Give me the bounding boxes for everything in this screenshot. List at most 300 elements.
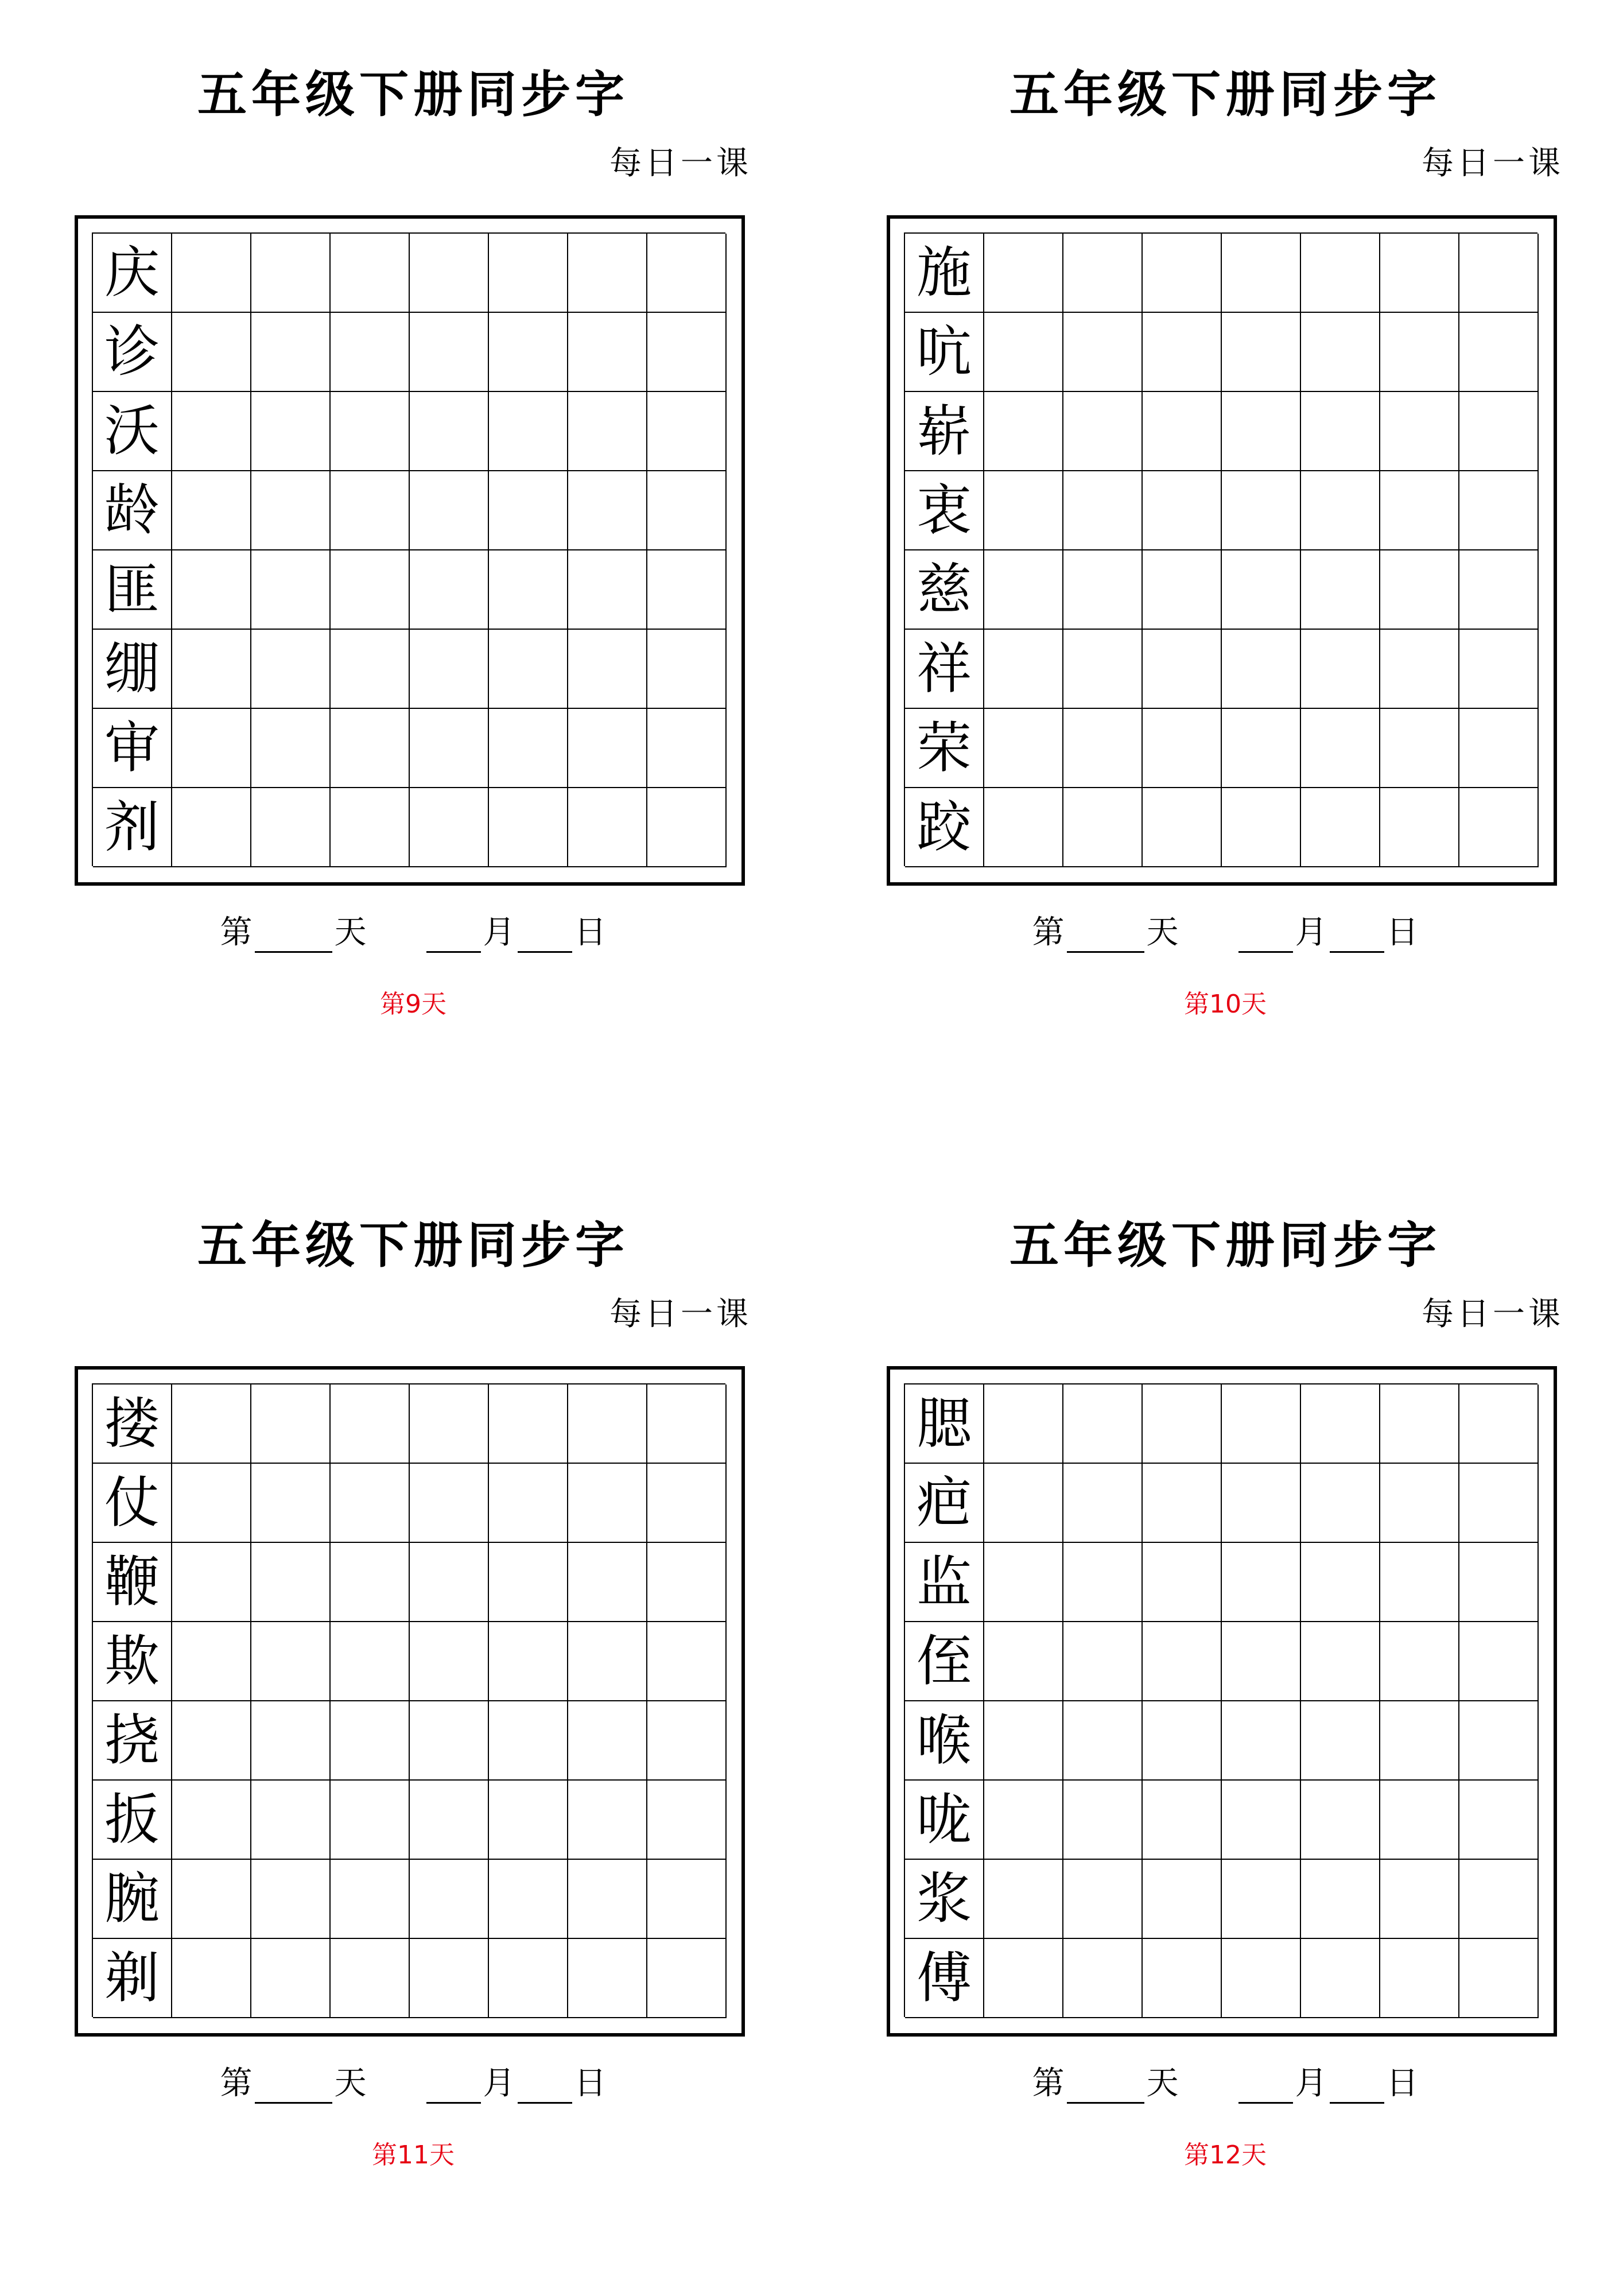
- day-label: 第10天: [1184, 990, 1267, 1019]
- date-di-label: 第: [1032, 2065, 1065, 2102]
- practice-cell[interactable]: [1143, 709, 1222, 788]
- practice-cell[interactable]: [1459, 1860, 1539, 1939]
- practice-cell[interactable]: [647, 709, 727, 788]
- practice-cell[interactable]: [647, 630, 727, 709]
- practice-cell[interactable]: [1143, 1860, 1222, 1939]
- practice-cell[interactable]: [1301, 1781, 1380, 1860]
- worksheet-title: 五年级下册同步字: [1009, 1216, 1441, 1274]
- practice-cell[interactable]: [984, 630, 1063, 709]
- practice-cell[interactable]: [647, 1464, 727, 1543]
- practice-cell[interactable]: [331, 1939, 410, 2018]
- model-character-cell: 鞭: [93, 1543, 172, 1622]
- practice-cell[interactable]: [647, 1939, 727, 2018]
- practice-cell[interactable]: [489, 1860, 568, 1939]
- practice-cell[interactable]: [172, 471, 251, 550]
- practice-cell[interactable]: [172, 709, 251, 788]
- date-tian-label: 天: [334, 914, 367, 951]
- day-label: 第9天: [380, 990, 446, 1019]
- practice-cell[interactable]: [568, 550, 647, 630]
- practice-cell[interactable]: [568, 234, 647, 313]
- practice-cell[interactable]: [410, 788, 489, 867]
- practice-cell[interactable]: [1143, 1384, 1222, 1464]
- practice-cell[interactable]: [1380, 392, 1459, 471]
- practice-cell[interactable]: [1222, 392, 1301, 471]
- practice-cell[interactable]: [331, 392, 410, 471]
- practice-grid[interactable]: [904, 1383, 1537, 2017]
- practice-cell[interactable]: [1143, 1464, 1222, 1543]
- practice-cell[interactable]: [410, 471, 489, 550]
- practice-cell[interactable]: [647, 471, 727, 550]
- practice-cell[interactable]: [568, 313, 647, 392]
- practice-cell[interactable]: [1222, 630, 1301, 709]
- practice-cell[interactable]: [172, 1543, 251, 1622]
- day-number-blank[interactable]: [255, 918, 332, 953]
- practice-cell[interactable]: [1222, 1622, 1301, 1701]
- practice-cell[interactable]: [1063, 1464, 1143, 1543]
- practice-cell[interactable]: [568, 1781, 647, 1860]
- practice-cell[interactable]: [1143, 788, 1222, 867]
- practice-cell[interactable]: [251, 1464, 331, 1543]
- model-character-cell: 喉: [905, 1701, 984, 1781]
- practice-grid[interactable]: [92, 1383, 725, 2017]
- practice-cell[interactable]: [568, 471, 647, 550]
- practice-cell[interactable]: [984, 1781, 1063, 1860]
- practice-cell[interactable]: [1063, 550, 1143, 630]
- practice-cell[interactable]: [1222, 313, 1301, 392]
- practice-cell[interactable]: [647, 788, 727, 867]
- practice-cell[interactable]: [984, 471, 1063, 550]
- practice-cell[interactable]: [251, 550, 331, 630]
- practice-cell[interactable]: [984, 1622, 1063, 1701]
- practice-cell[interactable]: [1380, 1860, 1459, 1939]
- model-character-cell: 扳: [93, 1781, 172, 1860]
- practice-cell[interactable]: [251, 471, 331, 550]
- practice-cell[interactable]: [647, 1701, 727, 1781]
- practice-cell[interactable]: [984, 1464, 1063, 1543]
- practice-cell[interactable]: [1222, 471, 1301, 550]
- practice-cell[interactable]: [568, 1543, 647, 1622]
- practice-cell[interactable]: [1459, 709, 1539, 788]
- practice-cell[interactable]: [984, 1701, 1063, 1781]
- model-character-cell: 侄: [905, 1622, 984, 1701]
- practice-cell[interactable]: [489, 1781, 568, 1860]
- practice-grid[interactable]: [92, 232, 725, 866]
- practice-cell[interactable]: [410, 709, 489, 788]
- practice-cell[interactable]: [647, 1543, 727, 1622]
- practice-cell[interactable]: [489, 1543, 568, 1622]
- worksheet-subtitle: 每日一课: [1422, 145, 1564, 182]
- practice-cell[interactable]: [1222, 1701, 1301, 1781]
- practice-cell[interactable]: [647, 1860, 727, 1939]
- day-number-blank[interactable]: [1067, 2069, 1144, 2104]
- practice-cell[interactable]: [1222, 709, 1301, 788]
- practice-cell[interactable]: [1063, 1860, 1143, 1939]
- practice-cell[interactable]: [1301, 788, 1380, 867]
- practice-cell[interactable]: [410, 1622, 489, 1701]
- practice-cell[interactable]: [1143, 234, 1222, 313]
- practice-cell[interactable]: [984, 1543, 1063, 1622]
- model-character-cell: 剃: [93, 1939, 172, 2018]
- model-character-cell: 审: [93, 709, 172, 788]
- practice-cell[interactable]: [1063, 1939, 1143, 2018]
- practice-cell[interactable]: [489, 1622, 568, 1701]
- practice-cell[interactable]: [1459, 788, 1539, 867]
- practice-cell[interactable]: [1301, 1701, 1380, 1781]
- practice-cell[interactable]: [251, 1622, 331, 1701]
- practice-cell[interactable]: [568, 788, 647, 867]
- practice-cell[interactable]: [1380, 709, 1459, 788]
- practice-cell[interactable]: [1459, 1939, 1539, 2018]
- practice-cell[interactable]: [1063, 313, 1143, 392]
- practice-cell[interactable]: [984, 1384, 1063, 1464]
- model-character-cell: 崭: [905, 392, 984, 471]
- model-character-cell: 吭: [905, 313, 984, 392]
- date-ri-label: 日: [574, 2065, 607, 2102]
- practice-cell[interactable]: [1301, 550, 1380, 630]
- practice-cell[interactable]: [1143, 1939, 1222, 2018]
- practice-cell[interactable]: [489, 1464, 568, 1543]
- practice-cell[interactable]: [489, 313, 568, 392]
- date-ri-label: 日: [1386, 914, 1419, 951]
- practice-cell[interactable]: [489, 630, 568, 709]
- date-yue-label: 月: [483, 914, 515, 951]
- practice-cell[interactable]: [1380, 1701, 1459, 1781]
- date-tian-label: 天: [1146, 2065, 1179, 2102]
- practice-cell[interactable]: [1459, 1543, 1539, 1622]
- practice-grid-frame: [887, 1366, 1557, 2037]
- day-blank[interactable]: [1330, 918, 1384, 953]
- practice-cell[interactable]: [568, 1384, 647, 1464]
- practice-cell[interactable]: [172, 392, 251, 471]
- date-di-label: 第: [1032, 914, 1065, 951]
- practice-cell[interactable]: [1301, 1622, 1380, 1701]
- practice-cell[interactable]: [1380, 550, 1459, 630]
- practice-cell[interactable]: [1301, 1464, 1380, 1543]
- practice-cell[interactable]: [984, 392, 1063, 471]
- practice-cell[interactable]: [1143, 392, 1222, 471]
- model-character-cell: 慈: [905, 550, 984, 630]
- practice-cell[interactable]: [331, 1781, 410, 1860]
- worksheet-subtitle: 每日一课: [609, 1296, 752, 1333]
- practice-cell[interactable]: [1143, 550, 1222, 630]
- practice-cell[interactable]: [647, 1384, 727, 1464]
- day-blank[interactable]: [518, 918, 572, 953]
- practice-cell[interactable]: [1063, 630, 1143, 709]
- practice-cell[interactable]: [251, 1781, 331, 1860]
- practice-cell[interactable]: [1459, 1622, 1539, 1701]
- practice-cell[interactable]: [331, 234, 410, 313]
- practice-cell[interactable]: [489, 550, 568, 630]
- model-character-cell: 绷: [93, 630, 172, 709]
- practice-cell[interactable]: [331, 1701, 410, 1781]
- practice-cell[interactable]: [1380, 1781, 1459, 1860]
- date-line: [887, 2064, 1564, 2104]
- model-character-cell: 匪: [93, 550, 172, 630]
- practice-cell[interactable]: [568, 1701, 647, 1781]
- practice-cell[interactable]: [568, 1464, 647, 1543]
- practice-cell[interactable]: [1063, 709, 1143, 788]
- practice-cell[interactable]: [1459, 550, 1539, 630]
- practice-cell[interactable]: [1301, 709, 1380, 788]
- practice-cell[interactable]: [1380, 1622, 1459, 1701]
- model-character-cell: 咙: [905, 1781, 984, 1860]
- practice-cell[interactable]: [1301, 392, 1380, 471]
- date-line: [75, 913, 752, 953]
- day-label: 第12天: [1184, 2140, 1267, 2170]
- practice-cell[interactable]: [410, 1464, 489, 1543]
- date-tian-label: 天: [1146, 914, 1179, 951]
- practice-cell[interactable]: [251, 234, 331, 313]
- practice-cell[interactable]: [1459, 234, 1539, 313]
- model-character-cell: 衷: [905, 471, 984, 550]
- practice-cell[interactable]: [1063, 471, 1143, 550]
- practice-cell[interactable]: [489, 1701, 568, 1781]
- practice-cell[interactable]: [172, 313, 251, 392]
- practice-cell[interactable]: [1063, 1543, 1143, 1622]
- practice-cell[interactable]: [1380, 313, 1459, 392]
- practice-cell[interactable]: [1301, 234, 1380, 313]
- practice-cell[interactable]: [1459, 471, 1539, 550]
- practice-cell[interactable]: [1380, 1384, 1459, 1464]
- practice-cell[interactable]: [1222, 1781, 1301, 1860]
- practice-cell[interactable]: [647, 313, 727, 392]
- practice-cell[interactable]: [1380, 788, 1459, 867]
- month-blank[interactable]: [1238, 918, 1293, 953]
- day-number-blank[interactable]: [1067, 918, 1144, 953]
- practice-cell[interactable]: [984, 234, 1063, 313]
- practice-cell[interactable]: [251, 630, 331, 709]
- practice-cell[interactable]: [410, 1781, 489, 1860]
- practice-cell[interactable]: [489, 234, 568, 313]
- practice-cell[interactable]: [410, 630, 489, 709]
- month-blank[interactable]: [426, 2069, 481, 2104]
- practice-cell[interactable]: [331, 709, 410, 788]
- practice-cell[interactable]: [410, 313, 489, 392]
- practice-cell[interactable]: [1459, 1384, 1539, 1464]
- practice-cell[interactable]: [647, 1781, 727, 1860]
- practice-cell[interactable]: [172, 1701, 251, 1781]
- practice-cell[interactable]: [1459, 630, 1539, 709]
- practice-cell[interactable]: [251, 1384, 331, 1464]
- practice-cell[interactable]: [647, 1622, 727, 1701]
- practice-cell[interactable]: [568, 392, 647, 471]
- practice-cell[interactable]: [1301, 313, 1380, 392]
- practice-cell[interactable]: [251, 1543, 331, 1622]
- practice-cell[interactable]: [1459, 1464, 1539, 1543]
- practice-cell[interactable]: [331, 630, 410, 709]
- practice-cell[interactable]: [1301, 1543, 1380, 1622]
- practice-cell[interactable]: [1063, 788, 1143, 867]
- practice-cell[interactable]: [251, 392, 331, 471]
- model-character-cell: 跤: [905, 788, 984, 867]
- practice-cell[interactable]: [1380, 1464, 1459, 1543]
- practice-cell[interactable]: [251, 1860, 331, 1939]
- practice-cell[interactable]: [172, 550, 251, 630]
- practice-cell[interactable]: [1222, 550, 1301, 630]
- practice-cell[interactable]: [568, 1860, 647, 1939]
- practice-cell[interactable]: [1063, 1781, 1143, 1860]
- practice-cell[interactable]: [647, 550, 727, 630]
- practice-cell[interactable]: [1143, 630, 1222, 709]
- practice-cell[interactable]: [331, 1464, 410, 1543]
- date-line: [75, 2064, 752, 2104]
- practice-cell[interactable]: [331, 1384, 410, 1464]
- practice-cell[interactable]: [410, 234, 489, 313]
- practice-grid-frame: [75, 1366, 745, 2037]
- worksheet-subtitle: 每日一课: [1422, 1296, 1564, 1333]
- practice-cell[interactable]: [410, 1860, 489, 1939]
- model-character-cell: 施: [905, 234, 984, 313]
- practice-cell[interactable]: [984, 1860, 1063, 1939]
- practice-cell[interactable]: [1301, 1860, 1380, 1939]
- practice-cell[interactable]: [1143, 1543, 1222, 1622]
- practice-cell[interactable]: [1459, 1701, 1539, 1781]
- practice-cell[interactable]: [489, 709, 568, 788]
- practice-cell[interactable]: [1143, 1701, 1222, 1781]
- practice-grid[interactable]: [904, 232, 1537, 866]
- practice-cell[interactable]: [489, 1939, 568, 2018]
- month-blank[interactable]: [426, 918, 481, 953]
- practice-cell[interactable]: [410, 550, 489, 630]
- practice-cell[interactable]: [1143, 1781, 1222, 1860]
- practice-cell[interactable]: [984, 788, 1063, 867]
- practice-cell[interactable]: [172, 630, 251, 709]
- worksheet-subtitle: 每日一课: [609, 145, 752, 182]
- practice-cell[interactable]: [172, 234, 251, 313]
- practice-cell[interactable]: [984, 550, 1063, 630]
- practice-cell[interactable]: [410, 1701, 489, 1781]
- date-yue-label: 月: [1295, 2065, 1327, 2102]
- practice-cell[interactable]: [251, 313, 331, 392]
- practice-cell[interactable]: [410, 1939, 489, 2018]
- model-character-cell: 挠: [93, 1701, 172, 1781]
- practice-cell[interactable]: [331, 313, 410, 392]
- practice-cell[interactable]: [1222, 1543, 1301, 1622]
- practice-cell[interactable]: [1459, 392, 1539, 471]
- practice-cell[interactable]: [251, 709, 331, 788]
- practice-cell[interactable]: [568, 1939, 647, 2018]
- practice-cell[interactable]: [1222, 1464, 1301, 1543]
- practice-cell[interactable]: [984, 1939, 1063, 2018]
- practice-cell[interactable]: [1143, 313, 1222, 392]
- practice-cell[interactable]: [251, 788, 331, 867]
- practice-cell[interactable]: [1301, 471, 1380, 550]
- practice-cell[interactable]: [1063, 234, 1143, 313]
- practice-cell[interactable]: [1380, 1939, 1459, 2018]
- practice-cell[interactable]: [1301, 1384, 1380, 1464]
- practice-cell[interactable]: [1459, 1781, 1539, 1860]
- practice-cell[interactable]: [1380, 234, 1459, 313]
- practice-cell[interactable]: [647, 234, 727, 313]
- practice-cell[interactable]: [331, 788, 410, 867]
- practice-cell[interactable]: [331, 550, 410, 630]
- practice-cell[interactable]: [172, 1781, 251, 1860]
- practice-cell[interactable]: [1222, 234, 1301, 313]
- practice-cell[interactable]: [1380, 471, 1459, 550]
- model-character-cell: 沃: [93, 392, 172, 471]
- practice-cell[interactable]: [1301, 1939, 1380, 2018]
- practice-cell[interactable]: [410, 1543, 489, 1622]
- practice-cell[interactable]: [984, 709, 1063, 788]
- day-number-blank[interactable]: [255, 2069, 332, 2104]
- practice-cell[interactable]: [489, 392, 568, 471]
- practice-cell[interactable]: [410, 392, 489, 471]
- practice-cell[interactable]: [1143, 471, 1222, 550]
- date-di-label: 第: [220, 2065, 253, 2102]
- day-blank[interactable]: [1330, 2069, 1384, 2104]
- practice-cell[interactable]: [568, 1622, 647, 1701]
- practice-cell[interactable]: [489, 471, 568, 550]
- model-character-cell: 腮: [905, 1384, 984, 1464]
- practice-cell[interactable]: [410, 1384, 489, 1464]
- practice-cell[interactable]: [172, 788, 251, 867]
- practice-cell[interactable]: [1301, 630, 1380, 709]
- model-character-cell: 剂: [93, 788, 172, 867]
- model-character-cell: 傅: [905, 1939, 984, 2018]
- practice-cell[interactable]: [489, 788, 568, 867]
- practice-cell[interactable]: [1380, 630, 1459, 709]
- practice-cell[interactable]: [1063, 1622, 1143, 1701]
- model-character-cell: 荣: [905, 709, 984, 788]
- practice-cell[interactable]: [568, 630, 647, 709]
- practice-cell[interactable]: [172, 1939, 251, 2018]
- worksheet-title: 五年级下册同步字: [197, 65, 629, 123]
- practice-cell[interactable]: [331, 1622, 410, 1701]
- day-label: 第11天: [372, 2140, 455, 2170]
- worksheet-day-10: [887, 0, 1564, 1068]
- practice-cell[interactable]: [1143, 1622, 1222, 1701]
- model-character-cell: 诊: [93, 313, 172, 392]
- worksheet-day-11: [75, 1151, 752, 2219]
- day-blank[interactable]: [518, 2069, 572, 2104]
- practice-cell[interactable]: [172, 1622, 251, 1701]
- model-character-cell: 疤: [905, 1464, 984, 1543]
- date-yue-label: 月: [483, 2065, 515, 2102]
- practice-cell[interactable]: [1063, 392, 1143, 471]
- practice-grid-frame: [887, 215, 1557, 886]
- model-character-cell: 仗: [93, 1464, 172, 1543]
- model-character-cell: 搂: [93, 1384, 172, 1464]
- practice-cell[interactable]: [1063, 1384, 1143, 1464]
- practice-cell[interactable]: [172, 1464, 251, 1543]
- worksheet-title: 五年级下册同步字: [1009, 65, 1441, 123]
- model-character-cell: 祥: [905, 630, 984, 709]
- date-tian-label: 天: [334, 2065, 367, 2102]
- practice-cell[interactable]: [1222, 1939, 1301, 2018]
- practice-cell[interactable]: [1380, 1543, 1459, 1622]
- practice-cell[interactable]: [489, 1384, 568, 1464]
- practice-cell[interactable]: [1222, 1384, 1301, 1464]
- practice-grid-frame: [75, 215, 745, 886]
- practice-cell[interactable]: [647, 392, 727, 471]
- practice-cell[interactable]: [331, 471, 410, 550]
- practice-cell[interactable]: [984, 313, 1063, 392]
- worksheet-day-9: [75, 0, 752, 1068]
- practice-cell[interactable]: [1459, 313, 1539, 392]
- practice-cell[interactable]: [1063, 1701, 1143, 1781]
- practice-cell[interactable]: [1222, 788, 1301, 867]
- practice-cell[interactable]: [172, 1384, 251, 1464]
- practice-cell[interactable]: [172, 1860, 251, 1939]
- practice-cell[interactable]: [251, 1939, 331, 2018]
- practice-cell[interactable]: [331, 1543, 410, 1622]
- practice-cell[interactable]: [251, 1701, 331, 1781]
- month-blank[interactable]: [1238, 2069, 1293, 2104]
- practice-cell[interactable]: [1222, 1860, 1301, 1939]
- practice-cell[interactable]: [331, 1860, 410, 1939]
- date-di-label: 第: [220, 914, 253, 951]
- practice-cell[interactable]: [568, 709, 647, 788]
